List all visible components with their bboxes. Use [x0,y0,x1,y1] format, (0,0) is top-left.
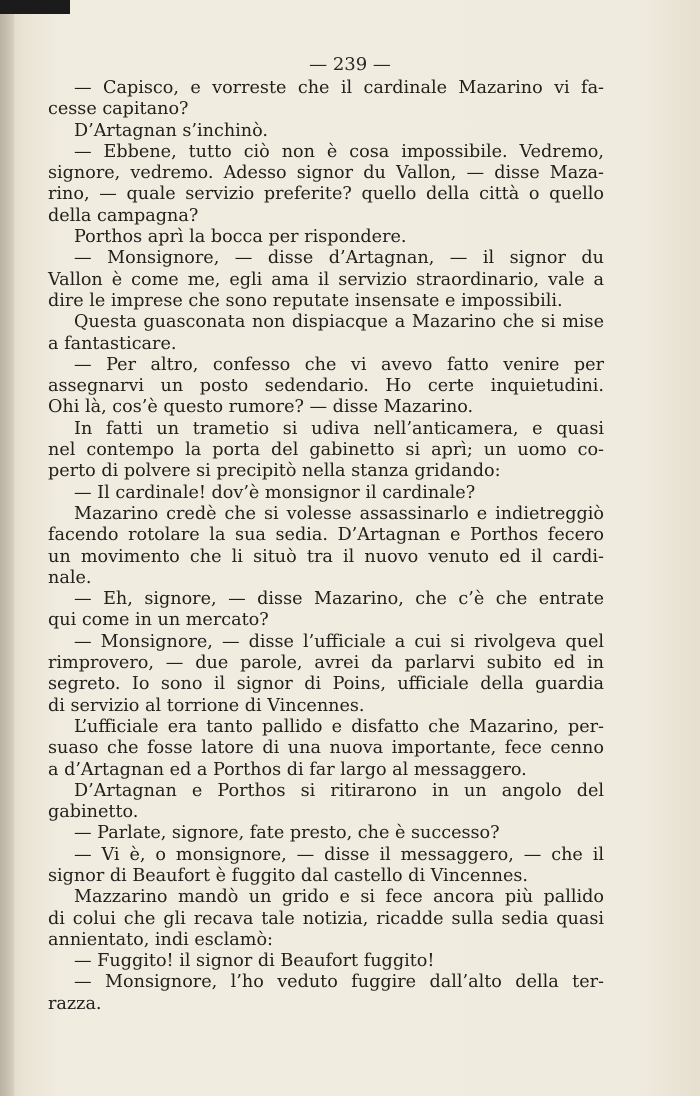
text-line: rino, — quale servizio preferite? quello della città o quello [48,184,604,205]
text-line: Mazarino credè che si volesse assassinarlo e indietreggiò [74,503,604,524]
text-line: Mazzarino mandò un grido e si fece ancora più pallido [74,887,604,908]
text-line: — Fuggito! il signor di Beaufort fuggito! [74,951,435,972]
text-line: rimprovero, — due parole, avrei da parlarvi subito ed in [48,653,604,674]
text-line: signor di Beaufort è fuggito dal castello di Vincennes. [48,865,528,886]
text-line: — Parlate, signore, fate presto, che è successo? [74,823,500,844]
page-spine-shadow [0,0,14,1096]
text-line: Porthos aprì la bocca per rispondere. [74,227,407,248]
text-line: Ohi là, cos’è questo rumore? — disse Mazarino. [48,397,474,418]
text-line: perto di polvere si precipitò nella stanza gridando: [48,461,501,482]
text-line: signore, vedremo. Adesso signor du Vallon, — disse Maza- [48,163,604,184]
text-line: — Monsignore, — disse d’Artagnan, — il signor du [74,248,604,269]
page-number: — 239 — [309,54,391,75]
text-line: di servizio al torrione di Vincennes. [48,695,365,716]
text-line: — Il cardinale! dov’è monsignor il cardinale? [74,482,476,503]
text-line: — Eh, signore, — disse Mazarino, che c’è che entrate [74,589,604,610]
text-line: — Ebbene, tutto ciò non è cosa impossibile. Vedremo, [74,141,604,162]
text-line: della campagna? [48,205,199,226]
text-line: — Monsignore, — disse l’ufficiale a cui si rivolgeva quel [74,631,604,652]
text-line: Vallon è come me, egli ama il servizio straordinario, vale a [48,269,604,290]
text-line: a fantasticare. [48,333,177,354]
text-line: nale. [48,567,92,588]
body-text [48,78,604,1015]
text-line: razza. [48,993,102,1014]
text-line: — Per altro, confesso che vi avevo fatto venire per [74,354,604,375]
text-line: D’Artagnan e Porthos si ritirarono in un angolo del [74,780,604,801]
text-line: assegnarvi un posto sedendario. Ho certe inquietudini. [48,376,604,397]
text-line: segreto. Io sono il signor di Poins, ufficiale della guardia [48,674,604,695]
text-line: In fatti un trametio si udiva nell’anticamera, e quasi [74,418,604,439]
text-line: annientato, indi esclamò: [48,929,273,950]
text-line: suaso che fosse latore di una nuova importante, fece cenno [48,738,604,759]
text-line: D’Artagnan s’inchinò. [74,120,268,141]
text-line: qui come in un mercato? [48,610,269,631]
text-line: — Capisco, e vorreste che il cardinale Mazarino vi fa- [74,78,604,98]
text-line: facendo rotolare la sua sedia. D’Artagnan e Porthos fecero [48,525,604,546]
text-line: dire le imprese che sono reputate insensate e impossibili. [48,290,563,311]
text-line: Questa guasconata non dispiacque a Mazarino che si mise [74,312,604,333]
text-line: — Vi è, o monsignore, — disse il messaggero, — che il [74,844,604,865]
text-line: a d’Artagnan ed a Porthos di far largo al messaggero. [48,759,527,780]
text-line: di colui che gli recava tale notizia, ricadde sulla sedia quasi [48,908,604,929]
text-line: gabinetto. [48,802,139,823]
text-line: cesse capitano? [48,99,189,120]
text-line: nel contempo la porta del gabinetto si aprì; un uomo co- [48,440,604,461]
scan-corner [0,0,70,14]
text-line: un movimento che li situò tra il nuovo venuto ed il cardi- [48,546,604,567]
text-line: L’ufficiale era tanto pallido e disfatto che Mazarino, per- [74,716,604,737]
text-line: — Monsignore, l’ho veduto fuggire dall’alto della ter- [74,972,604,993]
